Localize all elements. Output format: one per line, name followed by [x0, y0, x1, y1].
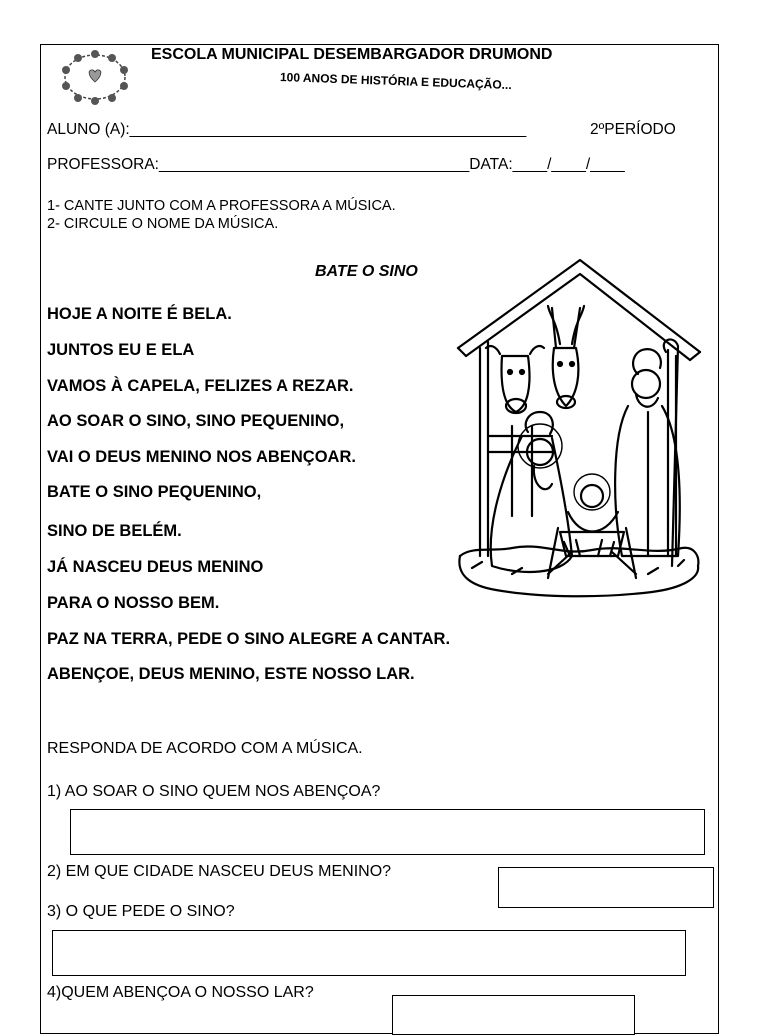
school-logo — [54, 46, 136, 108]
answer-box-4[interactable] — [392, 995, 635, 1035]
song-line: PARA O NOSSO BEM. — [47, 594, 220, 612]
song-line: JÁ NASCEU DEUS MENINO — [47, 558, 264, 576]
song-line: AO SOAR O SINO, SINO PEQUENINO, — [47, 412, 345, 430]
instruction-2: 2- CIRCULE O NOME DA MÚSICA. — [47, 216, 279, 232]
nativity-scene-illustration — [452, 256, 702, 626]
question-1: 1) AO SOAR O SINO QUEM NOS ABENÇOA? — [47, 783, 381, 800]
answer-box-3[interactable] — [52, 930, 686, 976]
questions-intro: RESPONDA DE ACORDO COM A MÚSICA. — [47, 740, 363, 757]
instruction-1: 1- CANTE JUNTO COM A PROFESSORA A MÚSICA. — [47, 198, 396, 214]
school-name: ESCOLA MUNICIPAL DESEMBARGADOR DRUMOND — [151, 46, 553, 63]
answer-box-1[interactable] — [70, 809, 705, 855]
student-name-field[interactable]: ALUNO (A):______________________________________________ — [47, 121, 527, 138]
song-line: ABENÇOE, DEUS MENINO, ESTE NOSSO LAR. — [47, 665, 415, 683]
question-4: 4)QUEM ABENÇOA O NOSSO LAR? — [47, 984, 314, 1001]
song-line: BATE O SINO PEQUENINO, — [47, 483, 262, 501]
song-line: PAZ NA TERRA, PEDE O SINO ALEGRE A CANTAR. — [47, 630, 451, 648]
period-label: 2ºPERÍODO — [590, 121, 676, 138]
song-line: VAI O DEUS MENINO NOS ABENÇOAR. — [47, 448, 356, 466]
school-subtitle: 100 ANOS DE HISTÓRIA E EDUCAÇÃO... — [279, 70, 512, 93]
song-line: HOJE A NOITE É BELA. — [47, 305, 232, 323]
teacher-date-field[interactable]: PROFESSORA:____________________________________DATA:____/____/____ — [47, 156, 625, 173]
song-line: VAMOS À CAPELA, FELIZES A REZAR. — [47, 377, 354, 395]
song-line: SINO DE BELÉM. — [47, 522, 182, 540]
song-line: JUNTOS EU E ELA — [47, 341, 195, 359]
question-2: 2) EM QUE CIDADE NASCEU DEUS MENINO? — [47, 863, 392, 880]
answer-box-2[interactable] — [498, 867, 714, 908]
question-3: 3) O QUE PEDE O SINO? — [47, 903, 235, 920]
song-title[interactable]: BATE O SINO — [315, 263, 418, 280]
